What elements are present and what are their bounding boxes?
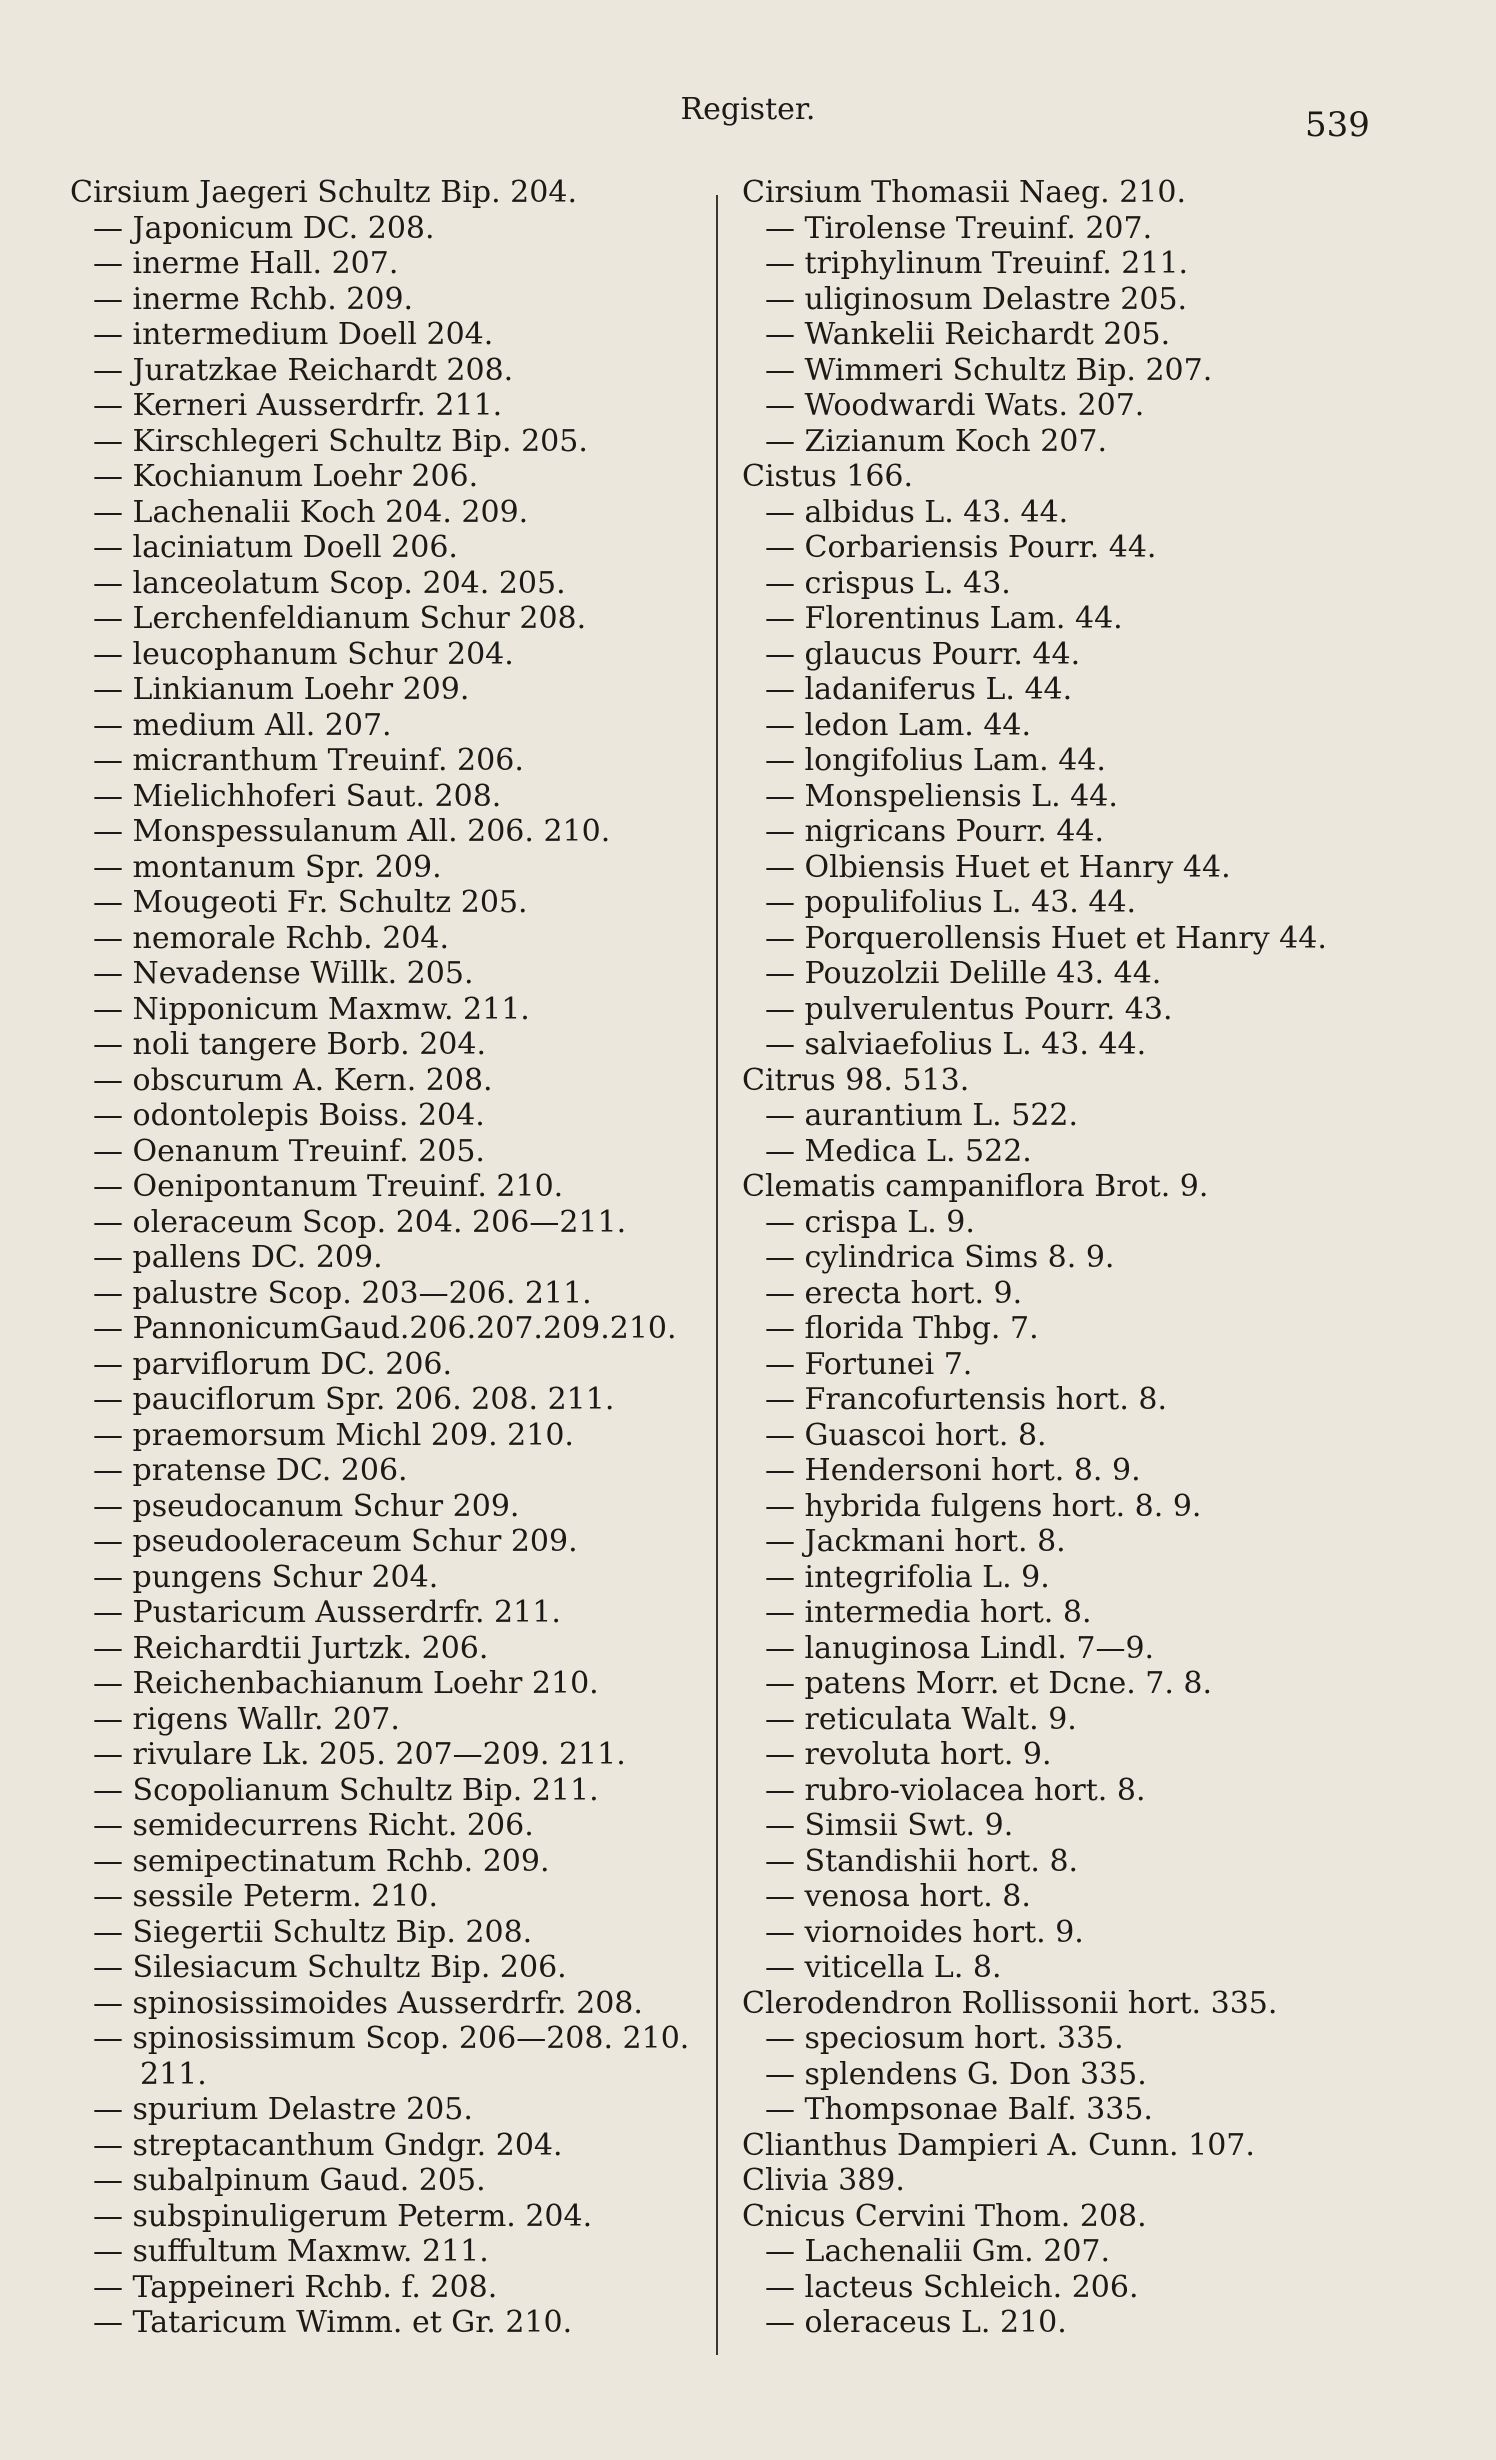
index-entry: — sessile Peterm. 210.	[93, 1879, 439, 1914]
index-entry: — leucophanum Schur 204.	[93, 636, 514, 672]
index-entry: — oleraceum Scop. 204. 206—211.	[93, 1204, 627, 1240]
index-entry: — Francofurtensis hort. 8.	[765, 1382, 1168, 1417]
index-entry: — Tappeineri Rchb. f. 208.	[93, 2269, 498, 2305]
index-entry: — Nevadense Willk. 205.	[93, 956, 474, 991]
index-entry: — Standishii hort. 8.	[765, 1843, 1079, 1879]
index-entry: — Kirschlegeri Schultz Bip. 205.	[93, 423, 588, 459]
index-entry: — viornoides hort. 9.	[765, 1914, 1084, 1950]
index-entry: — patens Morr. et Dcne. 7. 8.	[765, 1666, 1213, 1701]
index-entry: — pratense DC. 206.	[93, 1453, 408, 1488]
index-entry: — Pustaricum Ausserdrfr. 211.	[93, 1595, 561, 1630]
index-entry: — pallens DC. 209.	[93, 1240, 383, 1275]
index-entry: — aurantium L. 522.	[765, 1098, 1079, 1133]
index-entry: — micranthum Treuinf. 206.	[93, 743, 524, 778]
index-entry: — Oenanum Treuinf. 205.	[93, 1133, 485, 1169]
index-entry: — Reichardtii Jurtzk. 206.	[93, 1630, 489, 1666]
index-entry: — longifolius Lam. 44.	[765, 743, 1106, 778]
column-divider	[716, 195, 718, 2355]
index-entry: — PannonicumGaud.206.207.209.210.	[93, 1311, 677, 1346]
index-entry: Cistus 166.	[742, 459, 914, 494]
index-entry: — Porquerollensis Huet et Hanry 44.	[765, 920, 1327, 956]
index-entry: — obscurum A. Kern. 208.	[93, 1062, 493, 1098]
index-entry: — Monspessulanum All. 206. 210.	[93, 814, 611, 849]
index-entry: — Lachenalii Gm. 207.	[765, 2234, 1111, 2269]
index-entry: — pauciflorum Spr. 206. 208. 211.	[93, 1382, 615, 1417]
index-entry: — triphylinum Treuinf. 211.	[765, 246, 1189, 281]
index-entry: — parviflorum DC. 206.	[93, 1346, 453, 1382]
index-entry: — Japonicum DC. 208.	[93, 210, 435, 246]
index-entry: — crispus L. 43.	[765, 565, 1011, 601]
index-entry: — Lerchenfeldianum Schur 208.	[93, 601, 587, 636]
index-entry: — Wimmeri Schultz Bip. 207.	[765, 352, 1213, 388]
index-entry: — Zizianum Koch 207.	[765, 423, 1108, 459]
index-entry: Clianthus Dampieri A. Cunn. 107.	[742, 2127, 1255, 2163]
index-entry: — nemorale Rchb. 204.	[93, 920, 450, 956]
index-entry: — Tataricum Wimm. et Gr. 210.	[93, 2305, 573, 2340]
index-entry: — integrifolia L. 9.	[765, 1559, 1050, 1595]
index-entry: — albidus L. 43. 44.	[765, 494, 1069, 530]
index-entry: — intermedium Doell 204.	[93, 317, 494, 352]
index-entry: — oleraceus L. 210.	[765, 2305, 1067, 2340]
index-entry: — inerme Rchb. 209.	[93, 281, 414, 317]
index-entry: — suffultum Maxmw. 211.	[93, 2234, 489, 2269]
index-entry: — praemorsum Michl 209. 210.	[93, 1417, 574, 1453]
index-entry: — subalpinum Gaud. 205.	[93, 2163, 486, 2198]
right-index-column	[742, 175, 1462, 2341]
index-entry: — uliginosum Delastre 205.	[765, 281, 1188, 317]
index-entry: — Pouzolzii Delille 43. 44.	[765, 956, 1162, 991]
index-entry: — nigricans Pourr. 44.	[765, 814, 1105, 849]
index-entry: Citrus 98. 513.	[742, 1062, 970, 1098]
index-entry: — Hendersoni hort. 8. 9.	[765, 1453, 1141, 1488]
index-entry: — Tirolense Treuinf. 207.	[765, 210, 1153, 246]
index-entry: — semipectinatum Rchb. 209.	[93, 1843, 550, 1879]
index-entry: — glaucus Pourr. 44.	[765, 636, 1081, 672]
index-entry: — Wankelii Reichardt 205.	[765, 317, 1171, 352]
index-entry: — Oenipontanum Treuinf. 210.	[93, 1169, 564, 1204]
index-entry: — Simsii Swt. 9.	[765, 1808, 1014, 1843]
index-entry: — Reichenbachianum Loehr 210.	[93, 1666, 599, 1701]
index-entry: Cirsium Jaegeri Schultz Bip. 204.	[70, 175, 577, 210]
page-number: 539	[1305, 105, 1370, 145]
index-entry: — splendens G. Don 335.	[765, 2056, 1147, 2092]
index-entry: Cirsium Thomasii Naeg. 210.	[742, 175, 1186, 210]
index-entry: — Juratzkae Reichardt 208.	[93, 352, 514, 388]
index-entry: — reticulata Walt. 9.	[765, 1701, 1077, 1737]
index-entry: — populifolius L. 43. 44.	[765, 885, 1137, 920]
index-entry: — Silesiacum Schultz Bip. 206.	[93, 1950, 567, 1985]
index-entry: — venosa hort. 8.	[765, 1879, 1031, 1914]
index-entry: Clematis campaniflora Brot. 9.	[742, 1169, 1209, 1204]
index-entry: — intermedia hort. 8.	[765, 1595, 1092, 1630]
index-entry: — Medica L. 522.	[765, 1133, 1032, 1169]
index-entry: — palustre Scop. 203—206. 211.	[93, 1275, 592, 1311]
index-entry: — florida Thbg. 7.	[765, 1311, 1039, 1346]
index-entry: — Florentinus Lam. 44.	[765, 601, 1123, 636]
index-entry: — rigens Wallr. 207.	[93, 1701, 400, 1737]
index-entry: — montanum Spr. 209.	[93, 849, 442, 885]
index-entry: — ledon Lam. 44.	[765, 707, 1032, 743]
index-entry: — semidecurrens Richt. 206.	[93, 1808, 534, 1843]
index-entry: Cnicus Cervini Thom. 208.	[742, 2198, 1147, 2234]
index-entry: — ladaniferus L. 44.	[765, 672, 1073, 707]
index-entry: — pseudocanum Schur 209.	[93, 1488, 520, 1524]
index-entry: — Mielichhoferi Saut. 208.	[93, 778, 502, 814]
index-entry: — subspinuligerum Peterm. 204.	[93, 2198, 593, 2234]
index-entry: — lanceolatum Scop. 204. 205.	[93, 565, 566, 601]
index-entry: — spinosissimoides Ausserdrfr. 208.	[93, 1985, 643, 2021]
index-entry: — Lachenalii Koch 204. 209.	[93, 494, 529, 530]
index-entry: — Thompsonae Balf. 335.	[765, 2092, 1153, 2127]
index-entry: — rubro-violacea hort. 8.	[765, 1772, 1146, 1808]
index-entry: — Siegertii Schultz Bip. 208.	[93, 1914, 533, 1950]
index-entry: — speciosum hort. 335.	[765, 2021, 1124, 2056]
index-entry: — Woodwardi Wats. 207.	[765, 388, 1145, 423]
index-entry: — salviaefolius L. 43. 44.	[765, 1027, 1147, 1062]
index-entry: — Kerneri Ausserdrfr. 211.	[93, 388, 503, 423]
index-entry: — noli tangere Borb. 204.	[93, 1027, 487, 1062]
index-entry: — Scopolianum Schultz Bip. 211.	[93, 1772, 599, 1808]
index-entry: — spinosissimum Scop. 206—208. 210.	[93, 2021, 690, 2056]
index-entry: — pungens Schur 204.	[93, 1559, 439, 1595]
index-entry: — laciniatum Doell 206.	[93, 530, 458, 565]
index-entry: — rivulare Lk. 205. 207—209. 211.	[93, 1737, 626, 1772]
index-entry: — Mougeoti Fr. Schultz 205.	[93, 885, 528, 920]
index-entry: — Corbariensis Pourr. 44.	[765, 530, 1157, 565]
left-index-column	[70, 175, 710, 2341]
page-header-title: Register.	[680, 92, 816, 127]
index-entry: — Guascoi hort. 8.	[765, 1417, 1047, 1453]
index-entry: — Nipponicum Maxmw. 211.	[93, 991, 530, 1027]
index-entry: Clivia 389.	[742, 2163, 905, 2198]
index-entry: Clerodendron Rollissonii hort. 335.	[742, 1985, 1278, 2021]
index-entry: — medium All. 207.	[93, 707, 392, 743]
index-entry: — odontolepis Boiss. 204.	[93, 1098, 485, 1133]
index-entry: — erecta hort. 9.	[765, 1275, 1023, 1311]
index-entry: — cylindrica Sims 8. 9.	[765, 1240, 1115, 1275]
index-entry: — revoluta hort. 9.	[765, 1737, 1052, 1772]
index-entry: — hybrida fulgens hort. 8. 9.	[765, 1488, 1202, 1524]
index-entry: — spurium Delastre 205.	[93, 2092, 473, 2127]
index-entry: — Linkianum Loehr 209.	[93, 672, 470, 707]
index-entry: — lanuginosa Lindl. 7—9.	[765, 1630, 1155, 1666]
index-entry: — Olbiensis Huet et Hanry 44.	[765, 849, 1231, 885]
index-entry: — inerme Hall. 207.	[93, 246, 399, 281]
index-entry: — Jackmani hort. 8.	[765, 1524, 1066, 1559]
index-entry: — Monspeliensis L. 44.	[765, 778, 1118, 814]
index-entry: — lacteus Schleich. 206.	[765, 2269, 1139, 2305]
index-entry: — pseudooleraceum Schur 209.	[93, 1524, 578, 1559]
index-entry: — viticella L. 8.	[765, 1950, 1002, 1985]
index-entry: — streptacanthum Gndgr. 204.	[93, 2127, 563, 2163]
index-entry: — pulverulentus Pourr. 43.	[765, 991, 1173, 1027]
index-entry: — crispa L. 9.	[765, 1204, 975, 1240]
index-entry: — Fortunei 7.	[765, 1346, 973, 1382]
index-entry: 211.	[140, 2056, 207, 2092]
index-entry: — Kochianum Loehr 206.	[93, 459, 479, 494]
